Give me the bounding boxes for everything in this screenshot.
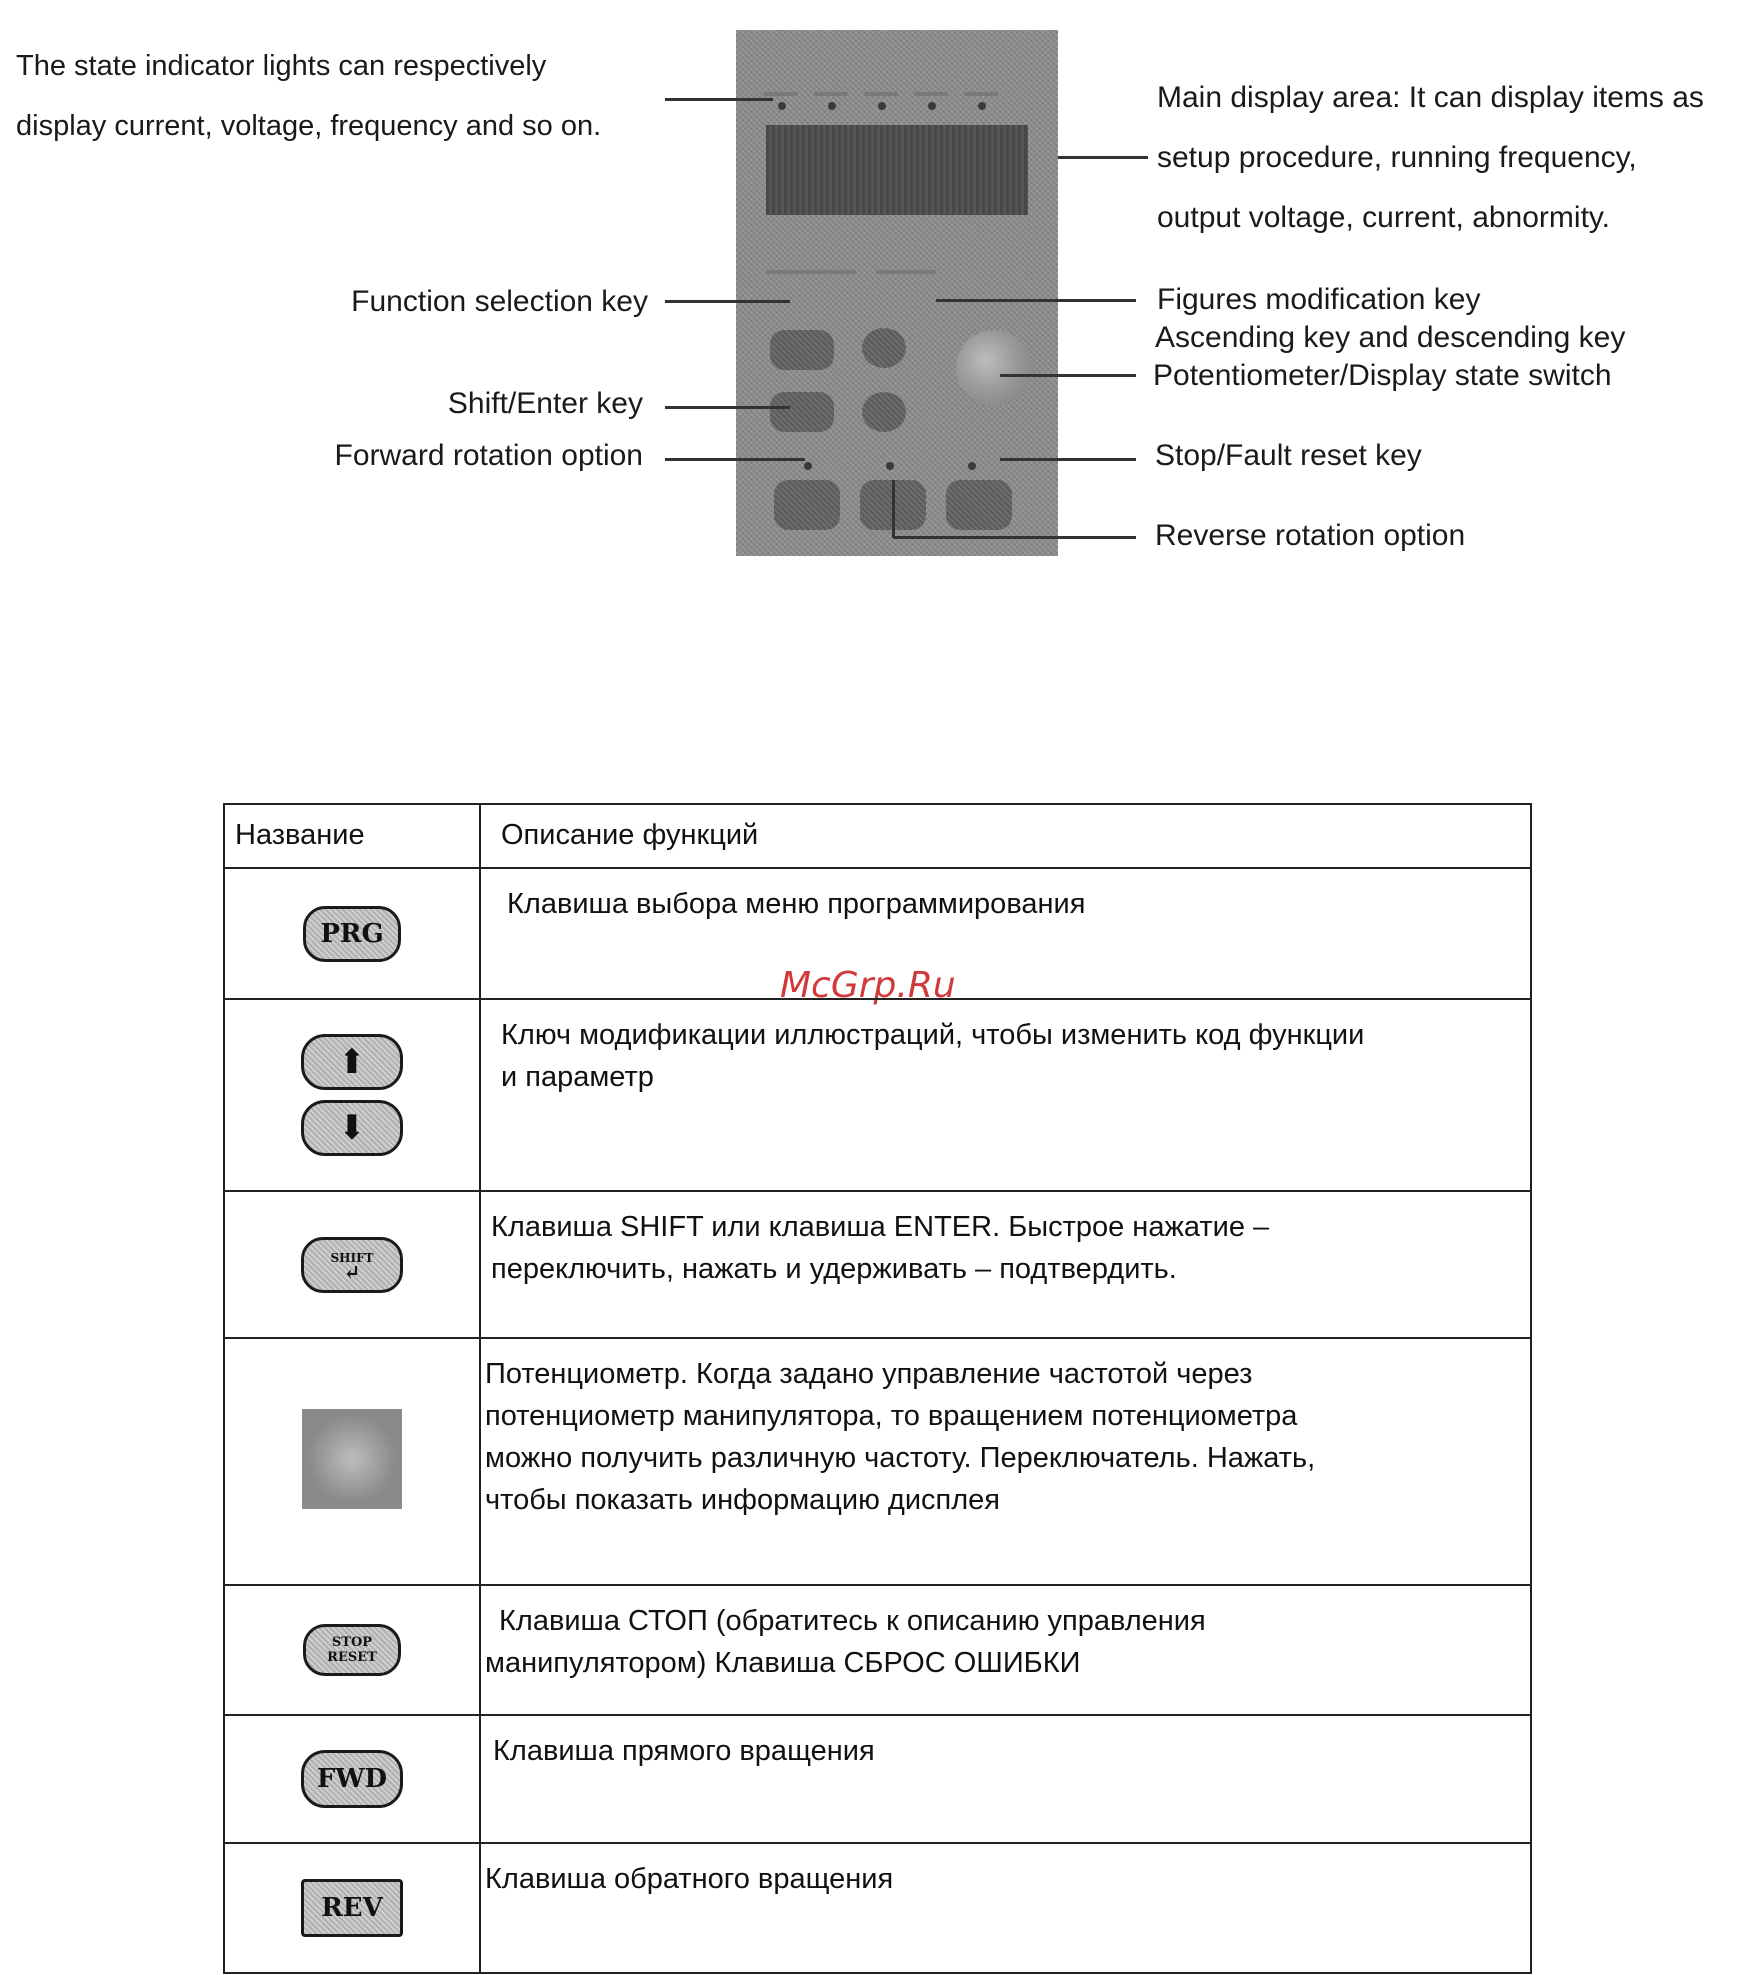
description-line: Клавиша прямого вращения bbox=[493, 1735, 875, 1767]
callout-forward-rotation: Forward rotation option bbox=[334, 439, 643, 472]
callout-ascending-descending: Ascending key and descending key bbox=[1155, 321, 1626, 354]
shift-enter-key-icon bbox=[301, 1237, 403, 1293]
table-cell-description bbox=[480, 1715, 1531, 1843]
table-cell-icon bbox=[224, 868, 480, 999]
stop-key[interactable] bbox=[946, 480, 1012, 530]
stop-reset-key-icon: STOP RESET bbox=[303, 1624, 401, 1676]
table-cell-description bbox=[480, 1585, 1531, 1715]
leader-line bbox=[1000, 374, 1136, 377]
leader-line bbox=[892, 480, 895, 538]
shift-enter-key-label: SHIFT bbox=[330, 1250, 374, 1265]
leader-line bbox=[665, 458, 805, 461]
leader-line bbox=[665, 300, 790, 303]
indicator-label bbox=[764, 92, 798, 96]
function-table bbox=[223, 803, 1532, 1974]
indicator-label bbox=[914, 92, 948, 96]
table-cell-description bbox=[480, 868, 1531, 999]
table-row bbox=[224, 1585, 1531, 1715]
leader-line bbox=[936, 299, 1136, 302]
up-down-keys-icon bbox=[301, 1034, 403, 1156]
table-cell-icon bbox=[224, 1191, 480, 1338]
indicator-label bbox=[814, 92, 848, 96]
description-line: переключить, нажать и удерживать – подтвердить. bbox=[491, 1253, 1177, 1285]
keypad-panel-image bbox=[736, 30, 1058, 556]
leader-line bbox=[665, 406, 790, 409]
callout-main-display-line2: setup procedure, running frequency, bbox=[1157, 141, 1637, 174]
table-cell-icon bbox=[224, 1585, 480, 1715]
table-header-row bbox=[224, 804, 1531, 868]
table-cell-icon bbox=[224, 1715, 480, 1843]
fwd-key-icon: FWD bbox=[301, 1750, 403, 1808]
indicator-led bbox=[828, 102, 836, 110]
leader-line bbox=[1058, 156, 1148, 159]
table-cell-description bbox=[480, 999, 1531, 1191]
fwd-key[interactable] bbox=[774, 480, 840, 530]
callout-function-selection: Function selection key bbox=[351, 285, 648, 318]
potentiometer-knob[interactable] bbox=[956, 330, 1032, 406]
key-label-strip bbox=[876, 270, 936, 274]
indicator-led bbox=[928, 102, 936, 110]
callout-stop-reset: Stop/Fault reset key bbox=[1155, 439, 1422, 472]
table-cell-icon bbox=[224, 1843, 480, 1973]
table-cell-description bbox=[480, 1191, 1531, 1338]
callout-potentiometer: Potentiometer/Display state switch bbox=[1153, 359, 1612, 392]
callout-indicator-lights-line1: The state indicator lights can respectively bbox=[16, 50, 547, 82]
prg-key-icon: PRG bbox=[303, 906, 401, 962]
indicator-led bbox=[978, 102, 986, 110]
down-arrow-icon: ⬇ bbox=[301, 1100, 403, 1156]
table-row bbox=[224, 1338, 1531, 1585]
stop-led bbox=[968, 462, 976, 470]
table-row bbox=[224, 1715, 1531, 1843]
description-line: и параметр bbox=[501, 1061, 654, 1093]
table-row bbox=[224, 999, 1531, 1191]
leader-line bbox=[665, 98, 773, 101]
description-line: потенциометр манипулятора, то вращением потенциометра bbox=[485, 1400, 1298, 1432]
description-line: Клавиша SHIFT или клавиша ENTER. Быстрое нажатие – bbox=[491, 1211, 1270, 1243]
callout-indicator-lights-line2: display current, voltage, frequency and so on. bbox=[16, 110, 602, 142]
prg-key[interactable] bbox=[770, 330, 834, 370]
callout-main-display-line3: output voltage, current, abnormity. bbox=[1157, 201, 1611, 234]
potentiometer-icon bbox=[302, 1409, 402, 1509]
indicator-label bbox=[864, 92, 898, 96]
down-key[interactable] bbox=[862, 392, 906, 432]
table-row bbox=[224, 868, 1531, 999]
main-display-area bbox=[766, 125, 1028, 215]
callout-main-display-line1: Main display area: It can display items as bbox=[1157, 81, 1704, 114]
indicator-led bbox=[778, 102, 786, 110]
table-row bbox=[224, 1191, 1531, 1338]
enter-arrow-icon: ↵ bbox=[343, 1259, 361, 1284]
fwd-led bbox=[804, 462, 812, 470]
table-row bbox=[224, 1843, 1531, 1973]
rev-led bbox=[886, 462, 894, 470]
rev-key-icon: REV bbox=[301, 1879, 403, 1937]
description-line: Потенциометр. Когда задано управление частотой через bbox=[485, 1358, 1253, 1390]
callout-shift-enter: Shift/Enter key bbox=[447, 387, 643, 420]
description-line: Клавиша выбора меню программирования bbox=[507, 888, 1086, 920]
leader-line bbox=[1000, 458, 1136, 461]
header-description: Описание функций bbox=[501, 819, 759, 851]
key-label-strip bbox=[766, 270, 856, 274]
indicator-led bbox=[878, 102, 886, 110]
header-name-cell bbox=[224, 804, 480, 868]
callout-reverse-rotation: Reverse rotation option bbox=[1155, 519, 1466, 552]
table-cell-icon bbox=[224, 999, 480, 1191]
table-cell-description bbox=[480, 1338, 1531, 1585]
description-line: чтобы показать информацию дисплея bbox=[485, 1484, 1000, 1516]
table-cell-description bbox=[480, 1843, 1531, 1973]
description-line: можно получить различную частоту. Переключатель. Нажать, bbox=[485, 1442, 1316, 1474]
table-cell-icon bbox=[224, 1338, 480, 1585]
leader-line bbox=[893, 536, 1136, 539]
description-line: манипулятором) Клавиша СБРОС ОШИБКИ bbox=[485, 1647, 1081, 1679]
description-line: Клавиша обратного вращения bbox=[485, 1863, 894, 1895]
watermark: McGrp.Ru bbox=[780, 965, 956, 1006]
callout-figures-modification: Figures modification key bbox=[1157, 283, 1481, 316]
up-arrow-icon: ⬆ bbox=[301, 1034, 403, 1090]
shift-enter-key[interactable] bbox=[770, 392, 834, 432]
description-line: Клавиша СТОП (обратитесь к описанию управления bbox=[499, 1605, 1206, 1637]
indicator-label bbox=[964, 92, 998, 96]
header-description-cell bbox=[480, 804, 1531, 868]
description-line: Ключ модификации иллюстраций, чтобы изменить код функции bbox=[501, 1019, 1365, 1051]
header-name: Название bbox=[235, 819, 365, 851]
up-key[interactable] bbox=[862, 328, 906, 368]
